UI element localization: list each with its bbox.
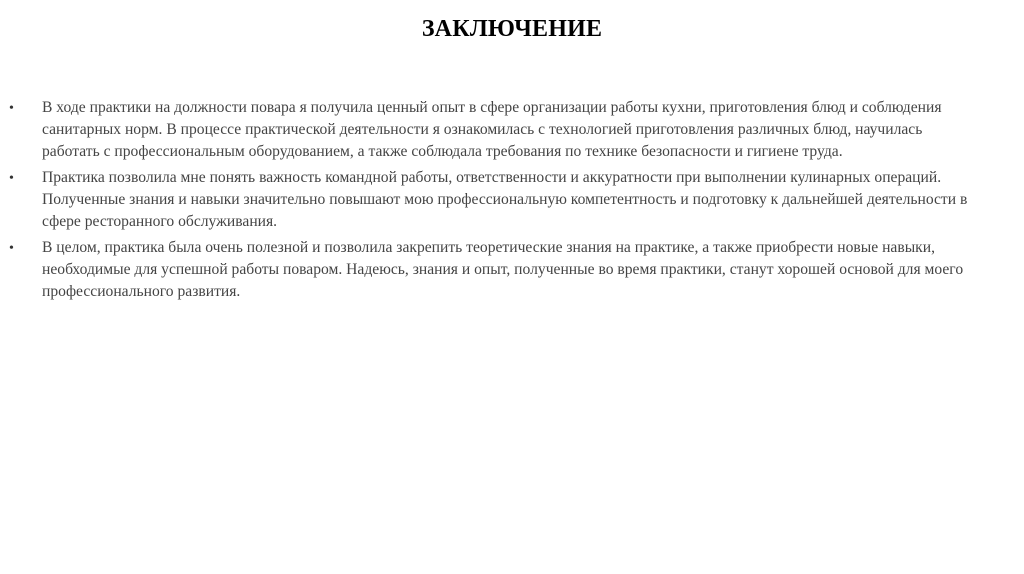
bullet-icon: • [9,241,14,256]
slide-title: ЗАКЛЮЧЕНИЕ [421,16,603,42]
paragraph-text: В целом, практика была очень полезной и позволила закрепить теоретические знания на практике, а также приобрести новые навыки, необходимые для успешной работы поваром. Надеюсь, знания и опыт, полученные во время практики, станут хорошей основой для моего профессионального развития. [42,239,964,300]
list-item [0,237,1024,303]
bullet-list [0,97,1024,307]
paragraph-text: Практика позволила мне понять важность командной работы, ответственности и аккуратности при выполнении кулинарных операций. Полученные знания и навыки значительно повышают мою профессиональную компетентность и подготовку к дальнейшей деятельности в сфере ресторанного обслуживания. [42,169,968,230]
bullet-icon: • [9,101,14,116]
bullet-icon: • [9,171,14,186]
list-item [0,167,1024,233]
list-item [0,97,1024,163]
paragraph-text: В ходе практики на должности повара я получила ценный опыт в сфере организации работы кухни, приготовления блюд и соблюдения санитарных норм. В процессе практической деятельности я ознакомилась с технологией приготовления различных блюд, научилась работать с профессиональным оборудованием, а также соблюдала требования по технике безопасности и гигиене труда. [42,99,942,160]
